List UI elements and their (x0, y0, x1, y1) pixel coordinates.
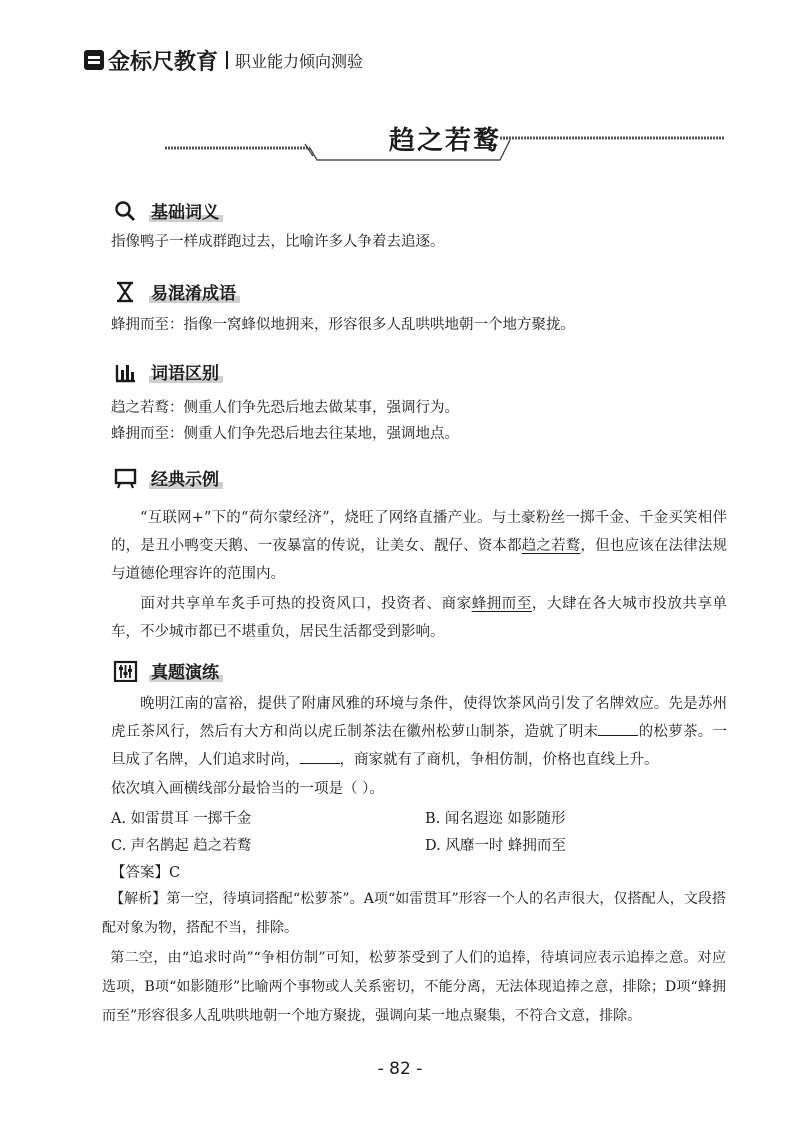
page-number: - 82 - (377, 1059, 423, 1079)
magnifier-icon (113, 200, 139, 222)
option-d: D. 风靡一时 蜂拥而至 (425, 838, 566, 854)
option-c: C. 声名鹊起 趋之若鹜 (111, 838, 252, 854)
answer: 【答案】C (111, 865, 181, 881)
brand-header (84, 46, 363, 74)
sliders-icon (113, 660, 139, 682)
section-confusable-label: 易混淆成语 (149, 279, 240, 304)
hourglass-icon (113, 281, 139, 303)
confusable-definition: 蜂拥而至：指像一窝蜂似地拥来，形容很多人乱哄哄地朝一个地方聚拢。 (111, 317, 575, 333)
easel-icon (113, 467, 139, 489)
option-a: A. 如雷贯耳 一掷千金 (111, 811, 252, 827)
section-practice-label: 真题演练 (149, 658, 223, 683)
question-stem: 晚明江南的富裕，提供了附庸风雅的环境与条件，使得饮茶风尚引发了名牌效应。先是苏州虎丘茶风行，然后有大方和尚以虎丘制茶法在徽州松萝山制茶，造就了明末 的松萝茶。一旦成了名牌，人们追求时尚， ，商家就有了商机，争相仿制，价格也直线上升。 (111, 696, 728, 768)
bar-chart-icon (113, 361, 139, 383)
section-distinction-label: 词语区别 (149, 359, 223, 384)
section-basic-heading (113, 198, 223, 223)
section-basic-label: 基础词义 (149, 198, 223, 223)
title-block (165, 110, 725, 170)
blank-1 (598, 721, 638, 736)
example-paragraph-1: “互联网+”下的“荷尔蒙经济”，烧旺了网络直播产业。与土豪粉丝一掷千金、千金买笑相伴的，是丑小鸭变天鹅、一夜暴富的传说，让美女、靓仔、资本都趋之若鹜，但也应该在法律法规与道德伦理容许的范围内。 (111, 510, 728, 582)
section-distinction-heading (113, 359, 223, 384)
distinction-line-1: 趋之若鹜：侧重人们争先恐后地去做某事，强调行为。 (111, 400, 459, 416)
example-term-2: 蜂拥而至 (471, 596, 532, 612)
section-examples-heading (113, 465, 223, 490)
option-b: B. 闻名遐迩 如影随形 (425, 811, 566, 827)
analysis-paragraph-1: 【解析】第一空，待填词搭配“松萝茶”。A项“如雷贯耳”形容一个人的名声很大，仅搭配人，文段搭配对象为物，搭配不当，排除。 (102, 891, 726, 936)
section-examples-label: 经典示例 (149, 465, 223, 490)
basic-definition: 指像鸭子一样成群跑过去，比喻许多人争着去追逐。 (111, 234, 445, 250)
section-confusable-heading (113, 279, 240, 304)
page-title: 趋之若鹜 (388, 126, 501, 156)
brand-subtitle: 职业能力倾向测验 (235, 51, 364, 71)
example-term-1: 趋之若鹜 (521, 538, 581, 554)
brand-separator (226, 51, 228, 69)
brand-name: 金标尺教育 (108, 49, 219, 75)
brand-logo-icon (84, 50, 104, 70)
distinction-line-2: 蜂拥而至：侧重人们争先恐后地去往某地，强调地点。 (111, 426, 459, 442)
analysis-paragraph-2: 第二空，由“追求时尚”“争相仿制”可知，松萝茶受到了人们的追捧，待填词应表示追捧之意。对应选项，B项“如影随形”比喻两个事物或人关系密切，不能分离，无法体现追捧之意，排除；D项“蜂拥而至”形容很多人乱哄哄地朝一个地方聚拢，强调向某一地点聚集，不符合文意，排除。 (102, 950, 726, 1024)
example-paragraph-2: 面对共享单车炙手可热的投资风口，投资者、商家蜂拥而至，大肆在各大城市投放共享单车，不少城市都已不堪重负，居民生活都受到影响。 (111, 596, 728, 640)
blank-2 (300, 749, 340, 764)
section-practice-heading (113, 658, 223, 683)
question-prompt: 依次填入画横线部分最恰当的一项是（ ）。 (111, 781, 384, 797)
